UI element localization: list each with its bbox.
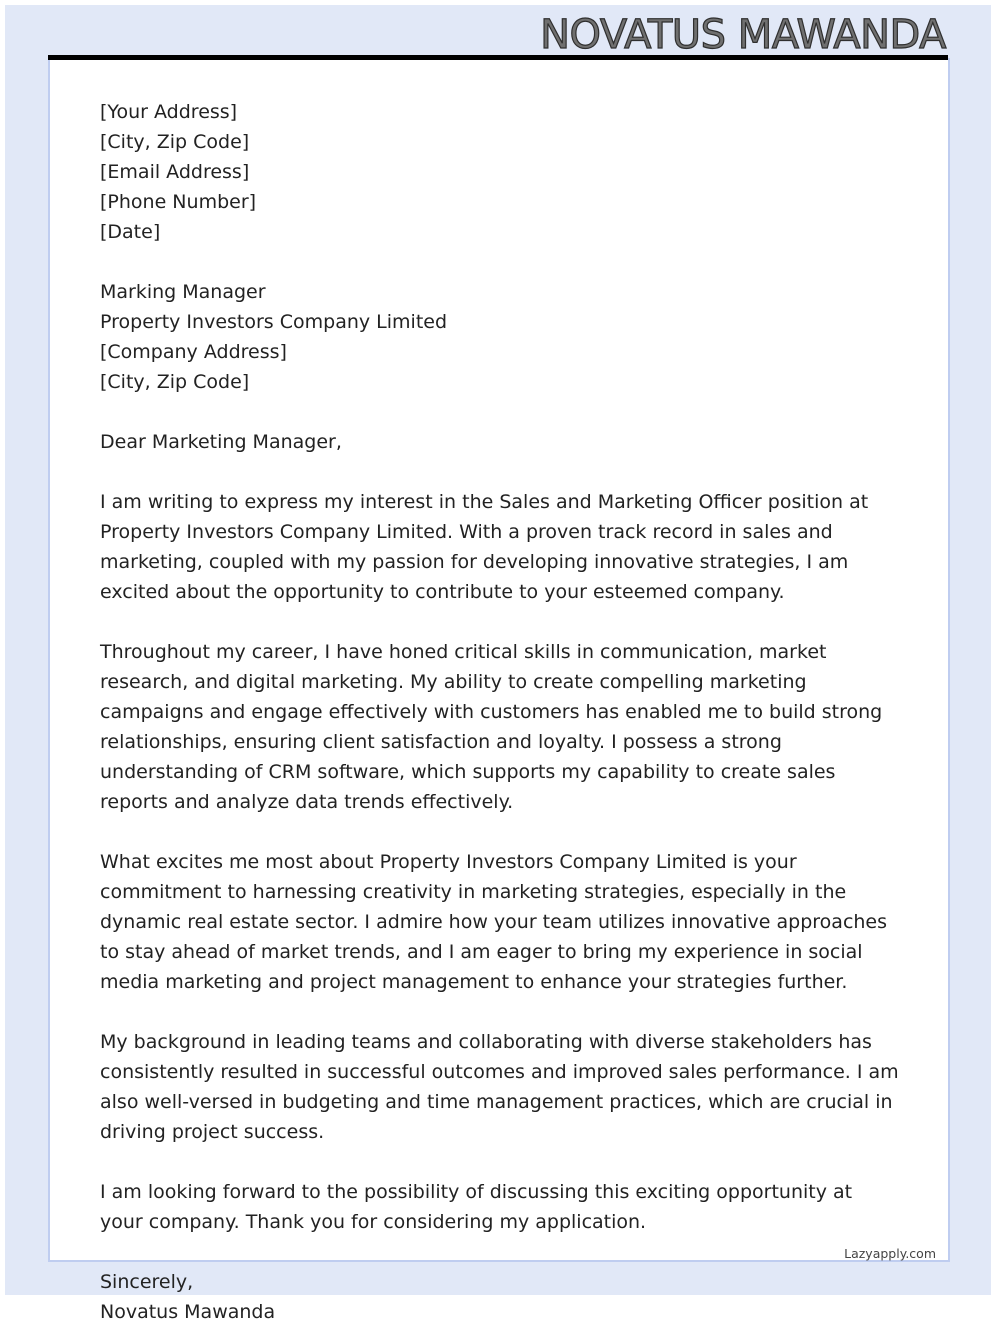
watermark-text: Lazyapply.com <box>844 1246 936 1261</box>
recipient-block <box>100 277 900 397</box>
page-title: NOVATUS MAWANDA <box>540 12 946 58</box>
sender-phone: [Phone Number] <box>100 191 257 213</box>
closing-block <box>100 1267 900 1327</box>
recipient-title: Marking Manager <box>100 281 266 303</box>
signature-name: Novatus Mawanda <box>100 1301 276 1323</box>
body-paragraph-1: I am writing to express my interest in the Sales and Marketing Officer position at Property Investors Company Limited. With a proven track record in sales and marketing, coupled with my passion for developing innovative strategies, I am excited about the opportunity to contribute to your esteemed company. <box>100 491 869 603</box>
recipient-company: Property Investors Company Limited <box>100 311 448 333</box>
greeting: Dear Marketing Manager, <box>100 431 342 453</box>
valediction: Sincerely, <box>100 1271 194 1293</box>
body-paragraph-2: Throughout my career, I have honed critical skills in communication, market research, and digital marketing. My ability to create compelling marketing campaigns and engage effectively with customers has enabled me to build strong relationships, ensuring client satisfaction and loyalty. I possess a strong understanding of CRM software, which supports my capability to create sales reports and analyze data trends effectively. <box>100 641 883 813</box>
sender-address: [Your Address] <box>100 101 238 123</box>
sender-block <box>100 97 900 247</box>
recipient-city-zip: [City, Zip Code] <box>100 371 250 393</box>
body-paragraph-3: What excites me most about Property Investors Company Limited is your commitment to harnessing creativity in marketing strategies, especially in the dynamic real estate sector. I admire how your team utilizes innovative approaches to stay ahead of market trends, and I am eager to bring my experience in social media marketing and project management to enhance your strategies further. <box>100 851 888 993</box>
sender-city-zip: [City, Zip Code] <box>100 131 250 153</box>
body-paragraph-5: I am looking forward to the possibility of discussing this exciting opportunity at your company. Thank you for considering my application. <box>100 1181 853 1233</box>
cover-letter-body <box>100 97 900 1327</box>
sender-email: [Email Address] <box>100 161 250 183</box>
letter-date: [Date] <box>100 221 161 243</box>
body-paragraph-4: My background in leading teams and collaborating with diverse stakeholders has consistently resulted in successful outcomes and improved sales performance. I am also well-versed in budgeting and time management practices, which are crucial in driving project success. <box>100 1031 899 1143</box>
recipient-address: [Company Address] <box>100 341 287 363</box>
